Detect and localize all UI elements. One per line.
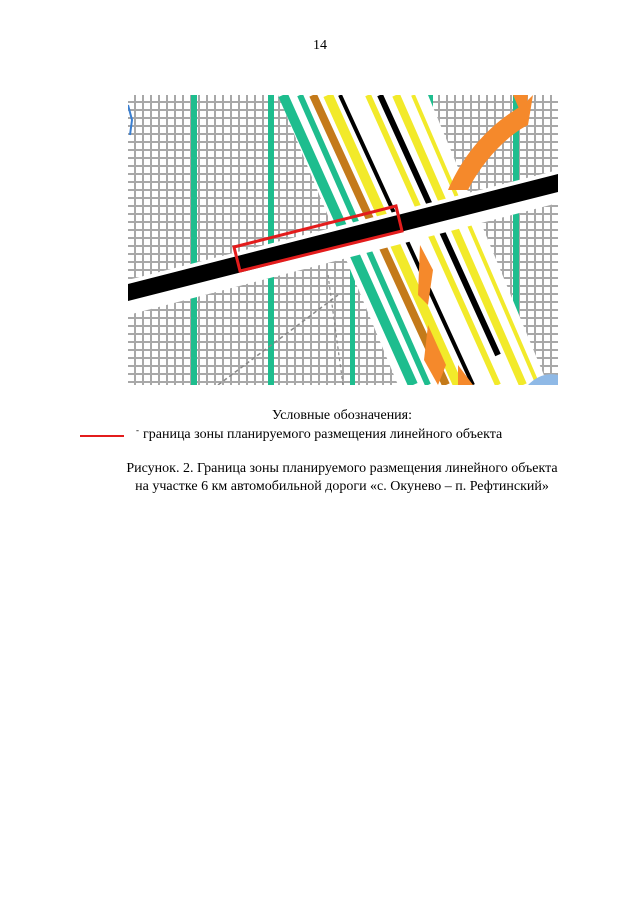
map-svg	[128, 95, 558, 385]
figure-caption	[0, 460, 640, 496]
map-figure	[128, 95, 558, 385]
legend-red-line	[80, 435, 124, 437]
legend-item	[80, 425, 600, 445]
legend-title: Условные обозначения:	[271, 408, 413, 423]
page-number: 14	[313, 38, 327, 53]
legend-text	[136, 425, 502, 443]
legend-dash: -	[136, 425, 139, 435]
legend-label: граница зоны планируемого размещения линейного объекта	[143, 427, 503, 442]
caption-line-1: Рисунок. 2. Граница зоны планируемого размещения линейного объекта	[126, 461, 558, 476]
caption-line-2: на участке 6 км автомобильной дороги «с. Окунево – п. Рефтинский»	[135, 479, 549, 494]
